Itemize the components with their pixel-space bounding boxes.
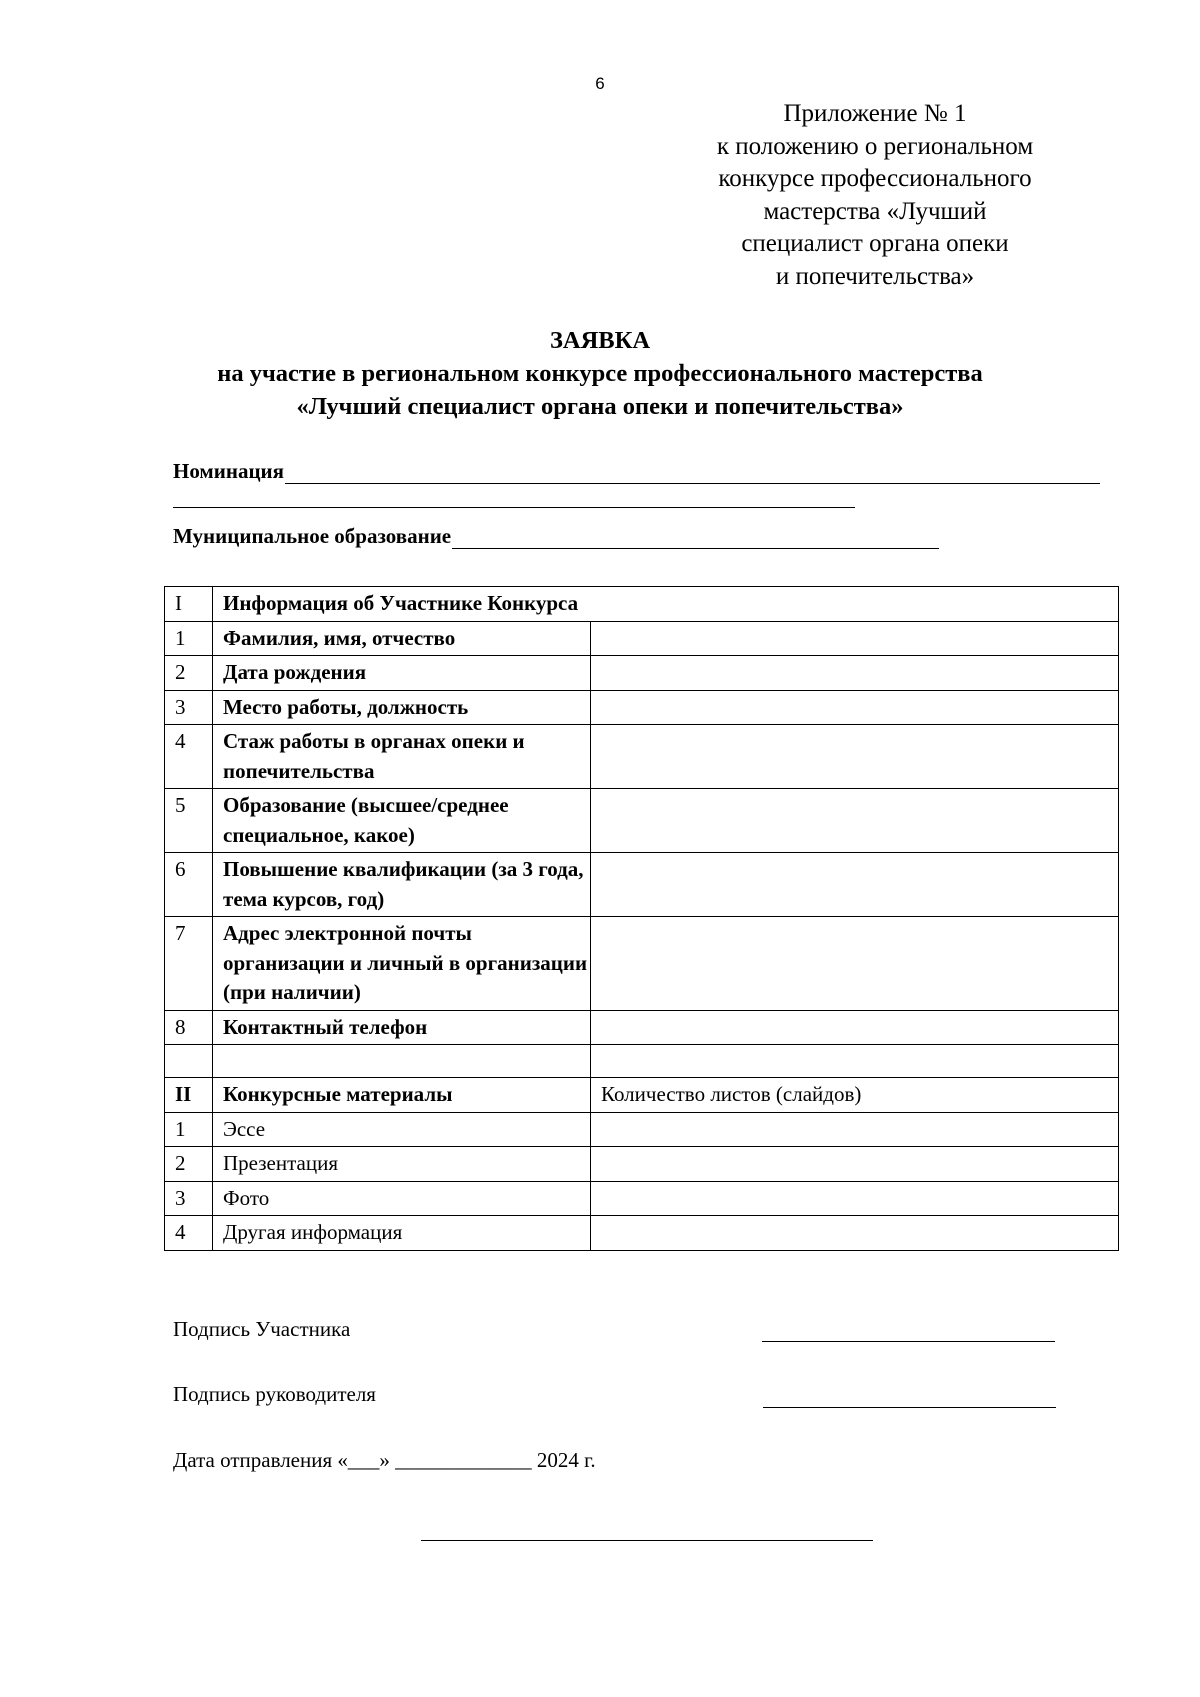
row-number: 1	[165, 1112, 213, 1147]
table-row	[165, 690, 1119, 725]
municipality-blank[interactable]	[452, 526, 939, 549]
section-number: I	[165, 587, 213, 622]
manager-signature-line[interactable]	[763, 1407, 1056, 1408]
section-title: Информация об Участнике Конкурса	[213, 587, 1119, 622]
row-value-cell[interactable]	[591, 1112, 1119, 1147]
table-row	[165, 1181, 1119, 1216]
row-label: Фамилия, имя, отчество	[213, 621, 591, 656]
row-label: Стаж работы в органах опеки и попечительства	[213, 725, 591, 789]
row-value-cell[interactable]	[591, 690, 1119, 725]
table-row	[165, 1147, 1119, 1182]
row-label: Дата рождения	[213, 656, 591, 691]
municipality-label: Муниципальное образование	[173, 524, 452, 548]
row-label: Фото	[213, 1181, 591, 1216]
table-row	[165, 1112, 1119, 1147]
row-number: 4	[165, 725, 213, 789]
participant-signature-label: Подпись Участника	[173, 1317, 351, 1341]
row-label: Место работы, должность	[213, 690, 591, 725]
manager-signature-label: Подпись руководителя	[173, 1382, 376, 1406]
table-section-row	[165, 1078, 1119, 1113]
bottom-divider-line	[421, 1540, 873, 1541]
row-number: 8	[165, 1010, 213, 1045]
table-row	[165, 621, 1119, 656]
appendix-line: к положению о региональном	[716, 132, 1034, 160]
appendix-note	[695, 98, 1055, 293]
row-value-cell[interactable]	[591, 1010, 1119, 1045]
send-date: Дата отправления «___» _____________ 2024 г.	[173, 1448, 596, 1472]
nomination-label: Номинация	[173, 459, 284, 483]
row-label: Контактный телефон	[213, 1010, 591, 1045]
row-number: 3	[165, 690, 213, 725]
row-value-cell[interactable]	[591, 853, 1119, 917]
appendix-line: мастерства «Лучший	[763, 197, 987, 225]
table-section-row	[165, 587, 1119, 622]
row-value-cell[interactable]	[591, 725, 1119, 789]
row-number: 6	[165, 853, 213, 917]
row-number: 3	[165, 1181, 213, 1216]
application-table	[164, 586, 1119, 1251]
appendix-line: Приложение № 1	[783, 100, 967, 127]
table-row	[165, 725, 1119, 789]
row-value-cell[interactable]	[591, 1045, 1119, 1078]
row-number: 7	[165, 917, 213, 1011]
table-row	[165, 656, 1119, 691]
row-label: Образование (высшее/среднее специальное, какое)	[213, 789, 591, 853]
row-value-cell[interactable]	[591, 621, 1119, 656]
table-empty-row	[165, 1045, 1119, 1078]
row-value-cell[interactable]	[591, 1216, 1119, 1251]
table-row	[165, 1010, 1119, 1045]
row-label: Эссе	[213, 1112, 591, 1147]
nomination-field	[173, 459, 1100, 484]
section-title: Конкурсные материалы	[213, 1078, 591, 1113]
title-heading: ЗАЯВКА	[549, 327, 651, 354]
table-row	[165, 853, 1119, 917]
appendix-line: конкурсе профессионального	[718, 165, 1032, 192]
appendix-line: и попечительства»	[775, 262, 975, 290]
row-label: Другая информация	[213, 1216, 591, 1251]
row-number-empty	[165, 1045, 213, 1078]
row-number: 2	[165, 656, 213, 691]
row-label: Повышение квалификации (за 3 года, тема курсов, год)	[213, 853, 591, 917]
table-row	[165, 789, 1119, 853]
appendix-line: специалист органа опеки	[741, 230, 1009, 257]
table-row	[165, 1216, 1119, 1251]
row-number: 1	[165, 621, 213, 656]
row-value-cell[interactable]	[591, 656, 1119, 691]
title-line-1: на участие в региональном конкурсе профессионального мастерства	[217, 360, 983, 387]
row-value-cell[interactable]	[591, 1147, 1119, 1182]
section-value-header: Количество листов (слайдов)	[591, 1078, 1119, 1113]
participant-signature-line[interactable]	[762, 1341, 1055, 1342]
row-label: Презентация	[213, 1147, 591, 1182]
row-number: 4	[165, 1216, 213, 1251]
row-number: 2	[165, 1147, 213, 1182]
row-label: Адрес электронной почты организации и личный в организации (при наличии)	[213, 917, 591, 1011]
title-line-2: «Лучший специалист органа опеки и попечительства»	[296, 393, 904, 420]
row-label-empty	[213, 1045, 591, 1078]
nomination-blank[interactable]	[285, 461, 1100, 484]
row-value-cell[interactable]	[591, 917, 1119, 1011]
table-row	[165, 917, 1119, 1011]
nomination-blank-continued[interactable]	[173, 507, 855, 508]
municipality-field	[173, 524, 939, 549]
row-value-cell[interactable]	[591, 1181, 1119, 1216]
row-number: 5	[165, 789, 213, 853]
page-number: 6	[595, 74, 605, 93]
row-value-cell[interactable]	[591, 789, 1119, 853]
document-title	[0, 324, 1200, 423]
section-number: II	[165, 1078, 213, 1113]
